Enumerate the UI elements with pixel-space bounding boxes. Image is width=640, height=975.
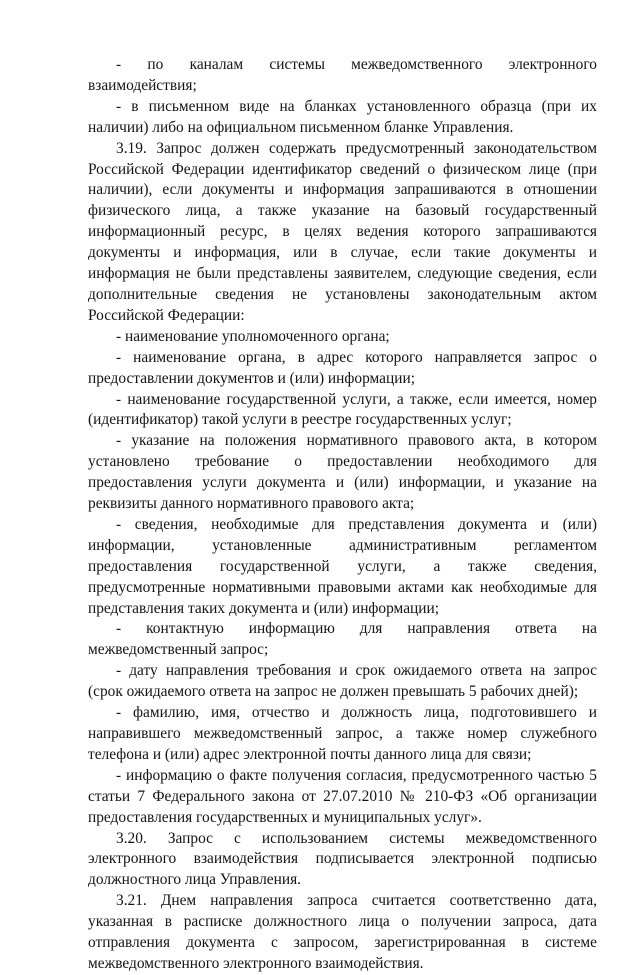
list-item-legal-act: - указание на положения нормативного правового акта, в котором установлено требование о предоставлении необходимого для предоставления услуги документа и (или) информации, и указание на реквизиты данного нормативного правового акта;: [88, 432, 597, 513]
paragraph-3-20: 3.20. Запрос с использованием системы межведомственного электронного взаимодействия подписывается электронной подписью должностного лица Управления.: [88, 829, 597, 889]
list-item-contact-info: - контактную информацию для направления ответа на межведомственный запрос;: [88, 620, 597, 659]
list-item-consent-info: - информацию о факте получения согласия, предусмотренного частью 5 статьи 7 Федерального закона от 27.07.2010 № 210-ФЗ «Об организации предоставления государственных и муниципальных услуг».: [88, 766, 597, 826]
list-item-recipient-body: - наименование органа, в адрес которого направляется запрос о предоставлении документов и (или) информации;: [88, 348, 597, 387]
document-body: [88, 55, 597, 975]
paragraph-3-21: 3.21. Днем направления запроса считается соответственно дата, указанная в расписке должностного лица о получении запроса, дата отправления документа с запросом, зарегистрированная в системе межведомственного электронного взаимодействия.: [88, 892, 597, 972]
list-item-service-name: - наименование государственной услуги, а также, если имеется, номер (идентификатор) такой услуги в реестре государственных услуг;: [88, 390, 597, 429]
paragraph-channels-electronic: - по каналам системы межведомственного электронного взаимодействия;: [88, 56, 597, 94]
paragraph-written-form: - в письменном виде на бланках установленного образца (при их наличии) либо на официальном письменном бланке Управления.: [88, 97, 597, 136]
list-item-responsible-person: - фамилию, имя, отчество и должность лица, подготовившего и направившего межведомственный запрос, а также номер служебного телефона и (или) адрес электронной почты данного лица для связи;: [88, 704, 597, 763]
paragraph-3-19: 3.19. Запрос должен содержать предусмотренный законодательством Российской Федерации идентификатор сведений о физическом лице (при наличии), если документы и информация запрашиваются в отношении физического лица, а также указание на базовый государственный информационный ресурс, в целях ведения которого запрашиваются документы и информация, или в случае, если такие документы и информация не были представлены заявителем, следующие сведения, если дополнительные сведения не установлены законодательным актом Российской Федерации:: [88, 139, 597, 324]
list-item-authorized-body: - наименование уполномоченного органа;: [116, 327, 390, 345]
list-item-response-date: - дату направления требования и срок ожидаемого ответа на запрос (срок ожидаемого ответа на запрос не должен превышать 5 рабочих дней);: [88, 662, 597, 701]
list-item-required-info: - сведения, необходимые для представления документа и (или) информации, установленные административным регламентом предоставления государственной услуги, а также сведения, предусмотренные нормативными правовыми актами как необходимые для представления таких документа и (или) информации;: [88, 515, 597, 617]
